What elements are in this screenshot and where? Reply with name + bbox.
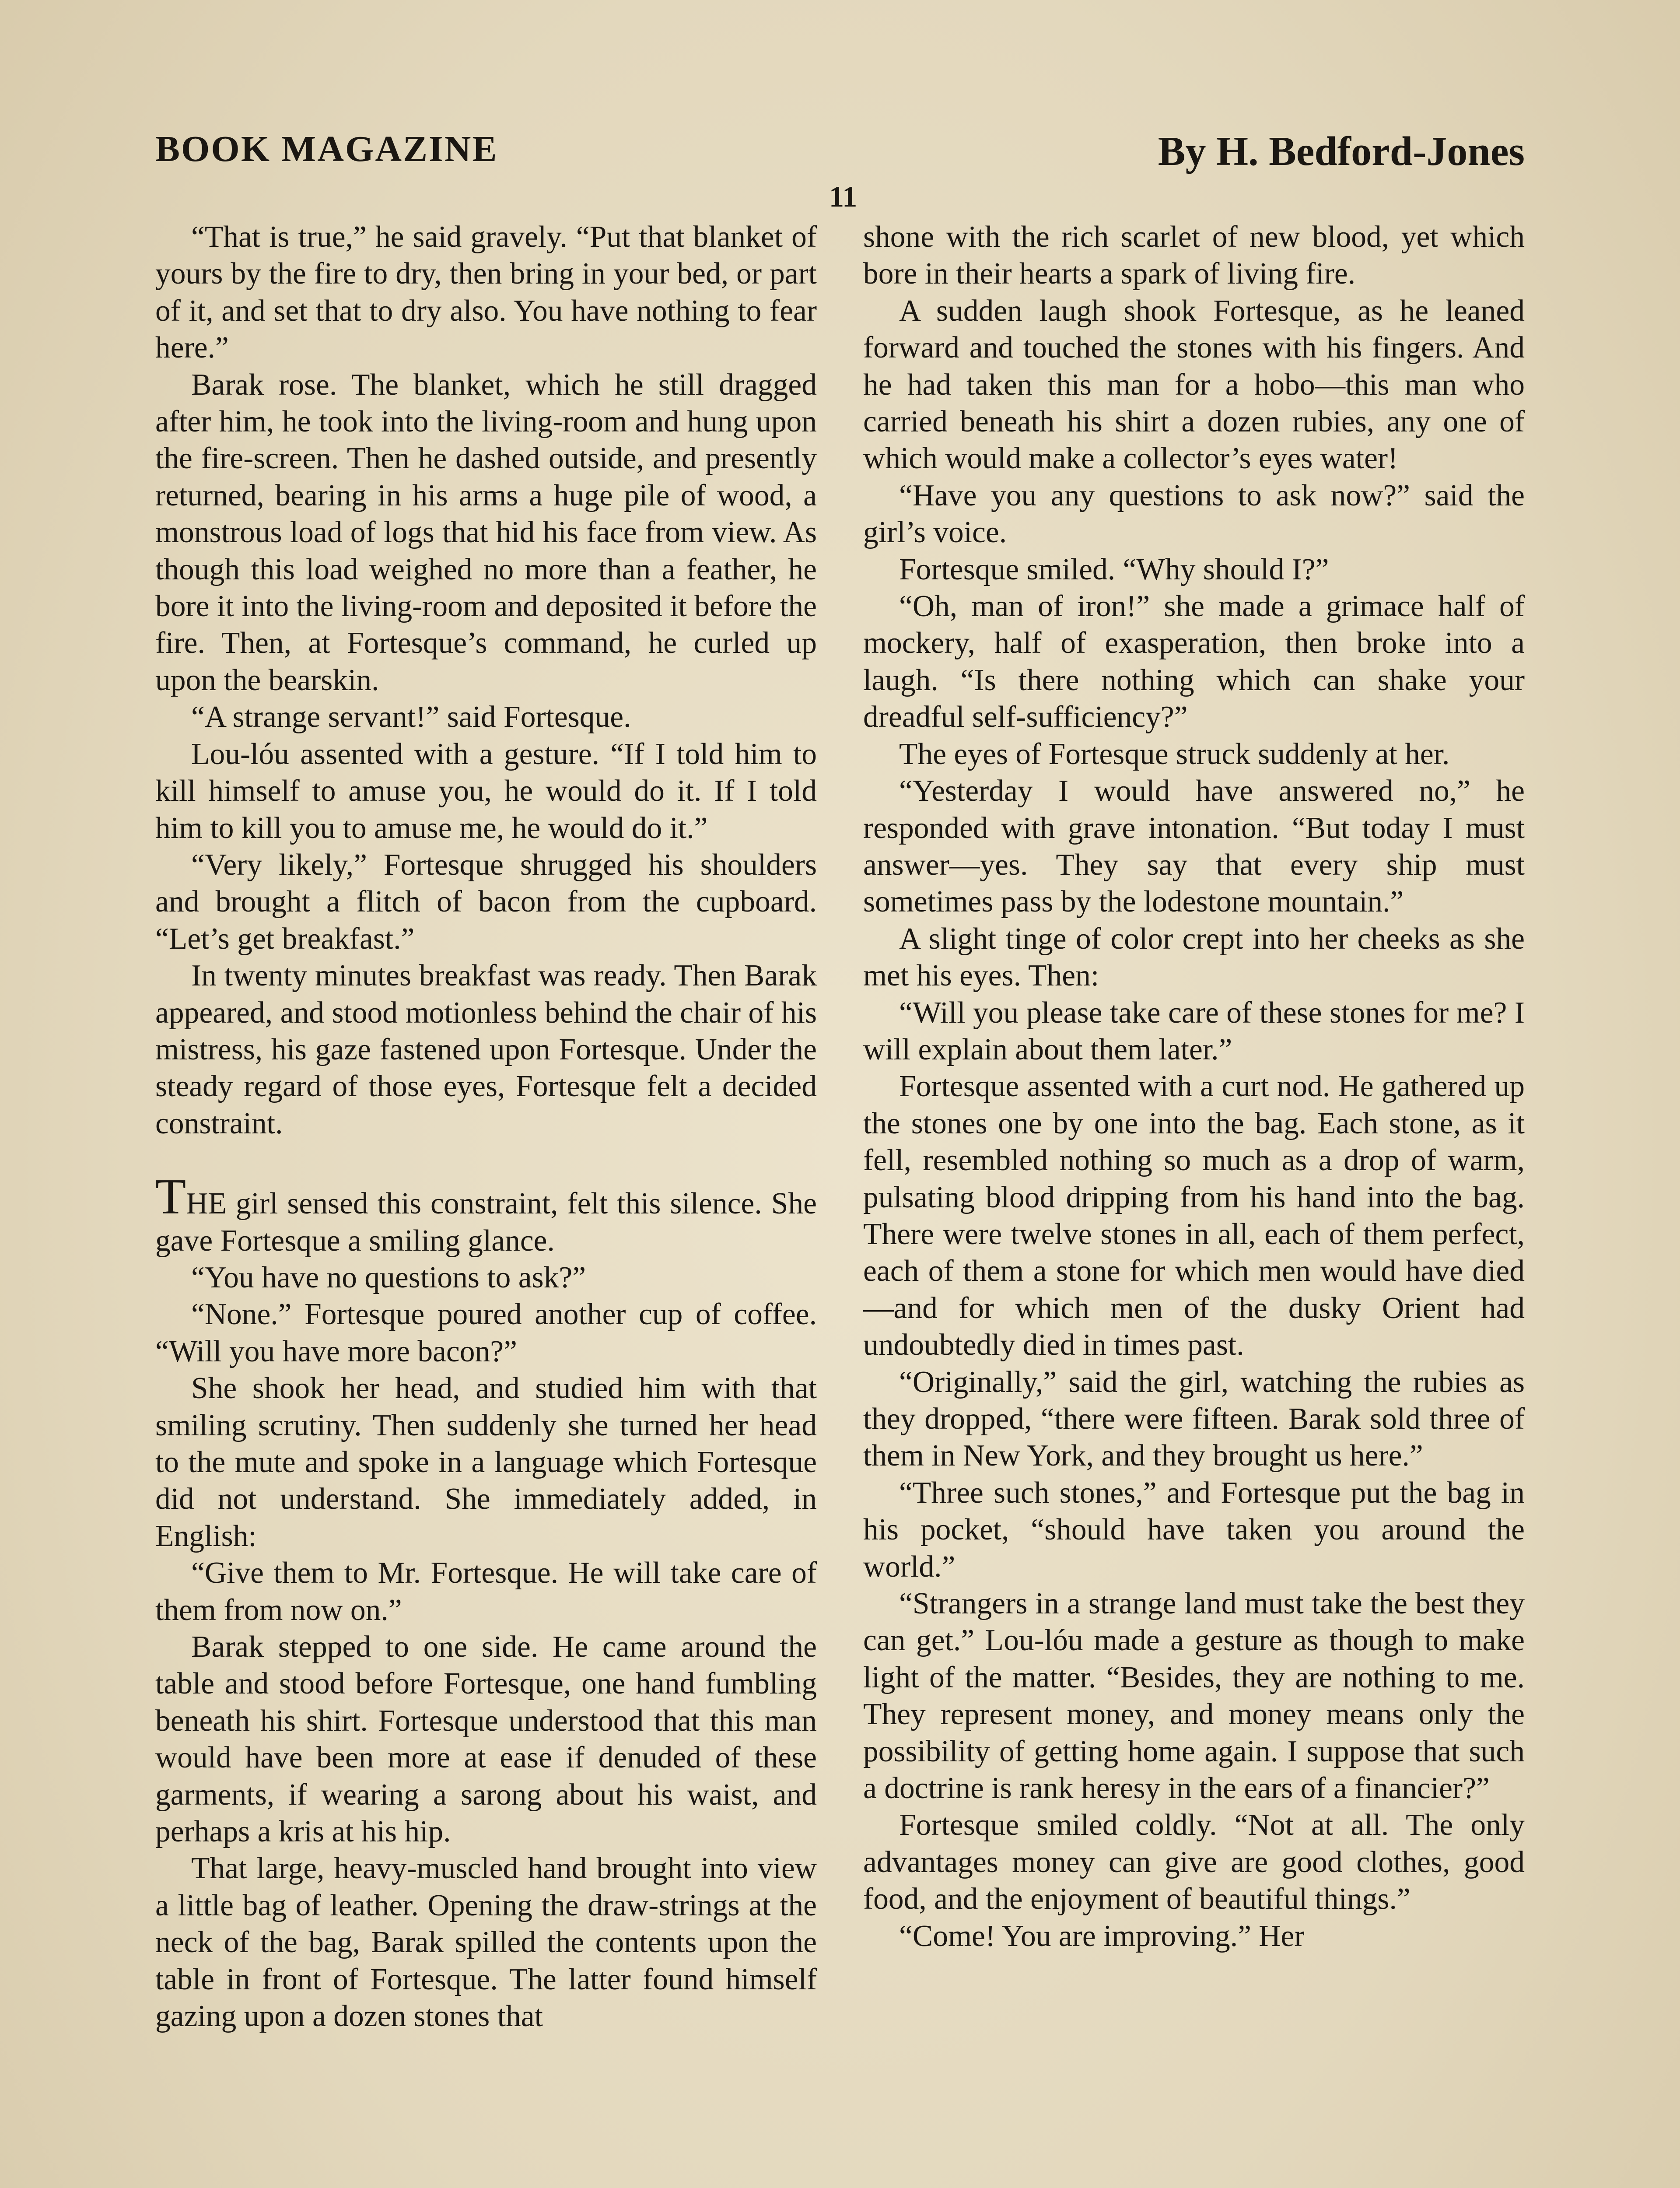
paragraph: “A strange servant!” said Fortesque. — [191, 700, 631, 734]
magazine-title: BOOK MAGAZINE — [155, 129, 498, 169]
paragraph: “None.” Fortesque poured another cup of coffee. “Will you have more bacon?” — [155, 1297, 817, 1368]
right-column — [863, 219, 1525, 1955]
paragraph: Fortesque assented with a curt nod. He gathered up the stones one by one into the bag. Each stone, as it fell, resembled nothing so much as a drop of warm, pulsating blood dripping from his hand into the bag. There were twelve stones in all, each of them perfect, each of them a stone for which men would have died—and for which men of the dusky Orient had undoubtedly died in times past. — [863, 1069, 1525, 1362]
page-number: 11 — [829, 180, 858, 213]
paragraph: In twenty minutes breakfast was ready. Then Barak appeared, and stood motionless behind the chair of his mistress, his gaze fastened upon Fortesque. Under the steady regard of those eyes, Fortesque felt a decided constraint. — [155, 959, 817, 1140]
paragraph: “Have you any questions to ask now?” said the girl’s voice. — [863, 478, 1525, 550]
paragraph: “Oh, man of iron!” she made a grimace half of mockery, half of exasperation, then broke into a laugh. “Is there nothing which can shake your dreadful self-sufficiency?” — [863, 589, 1525, 734]
continued-paragraph: shone with the rich scarlet of new blood, yet which bore in their hearts a spark of living fire. — [863, 220, 1525, 291]
paragraph: Barak rose. The blanket, which he still dragged after him, he took into the living-room and hung upon the fire-screen. Then he dashed outside, and presently returned, bearing in his arms a huge pile of wood, a monstrous load of logs that hid his face from view. As though this load weighed no more than a feather, he bore it into the living-room and deposited it before the fire. Then, at Fortesque’s command, he curled up upon the bearskin. — [155, 368, 817, 697]
paragraph: Fortesque smiled. “Why should I?” — [899, 552, 1329, 586]
paragraph: Lou-lóu assented with a gesture. “If I told him to kill himself to amuse you, he would do it. If I told him to kill you to amuse me, he would do it.” — [155, 737, 817, 845]
paragraph: “Come! You are improving.” Her — [899, 1919, 1305, 1953]
paragraph: “Very likely,” Fortesque shrugged his shoulders and brought a flitch of bacon from the cupboard. “Let’s get breakfast.” — [155, 848, 817, 956]
paragraph: She shook her head, and studied him with that smiling scrutiny. Then suddenly she turned her head to the mute and spoke in a language which Fortesque did not understand. She immediately added, in English: — [155, 1371, 817, 1553]
paragraph: The eyes of Fortesque struck suddenly at her. — [899, 737, 1450, 771]
paragraph: That large, heavy-muscled hand brought into view a little bag of leather. Opening the draw-strings at the neck of the bag, Barak spilled the contents upon the table in front of Fortesque. The latter found himself gazing upon a dozen stones that — [155, 1851, 817, 2034]
paragraph: A sudden laugh shook Fortesque, as he leaned forward and touched the stones with his fingers. And he had taken this man for a hobo—this man who carried beneath his shirt a dozen rubies, any one of which would make a collector’s eyes water! — [863, 294, 1525, 476]
paragraph: “That is true,” he said gravely. “Put that blanket of yours by the fire to dry, then bring in your bed, or part of it, and set that to dry also. You have nothing to fear here.” — [155, 220, 817, 365]
section-opening-paragraph — [155, 1169, 817, 1259]
drop-cap: T — [155, 1169, 186, 1225]
paragraph: “Originally,” said the girl, watching the rubies as they dropped, “there were fifteen. Barak sold three of them in New York, and they brought us here.” — [863, 1365, 1525, 1473]
paragraph: “Will you please take care of these stones for me? I will explain about them later.” — [863, 996, 1525, 1066]
paragraph: Barak stepped to one side. He came around the table and stood before Fortesque, one hand fumbling beneath his shirt. Fortesque understood that this man would have been more at ease if denuded of these garments, if wearing a sarong about his waist, and perhaps a kris at his hip. — [155, 1630, 817, 1849]
section-opening-text: HE girl sensed this constraint, felt this silence. She gave Fortesque a smiling glance. — [155, 1187, 817, 1258]
author-byline: By H. Bedford-Jones — [1158, 129, 1525, 174]
paragraph: “Yesterday I would have answered no,” he responded with grave intonation. “But today I must answer—yes. They say that every ship must sometimes pass by the lodestone mountain.” — [863, 774, 1525, 919]
paragraph: “You have no questions to ask?” — [191, 1260, 586, 1294]
paragraph: A slight tinge of color crept into her cheeks as she met his eyes. Then: — [863, 922, 1525, 993]
left-column — [155, 219, 817, 2035]
paragraph: “Three such stones,” and Fortesque put the bag in his pocket, “should have taken you around the world.” — [863, 1476, 1525, 1584]
paragraph: Fortesque smiled coldly. “Not at all. The only advantages money can give are good clothes, good food, and the enjoyment of beautiful things.” — [863, 1808, 1525, 1916]
paragraph: “Strangers in a strange land must take the best they can get.” Lou-lóu made a gesture as though to make light of the matter. “Besides, they are nothing to me. They represent money, and money means only the possibility of getting home again. I suppose that such a doctrine is rank heresy in the ears of a financier?” — [863, 1587, 1525, 1806]
paragraph: “Give them to Mr. Fortesque. He will take care of them from now on.” — [155, 1556, 817, 1627]
